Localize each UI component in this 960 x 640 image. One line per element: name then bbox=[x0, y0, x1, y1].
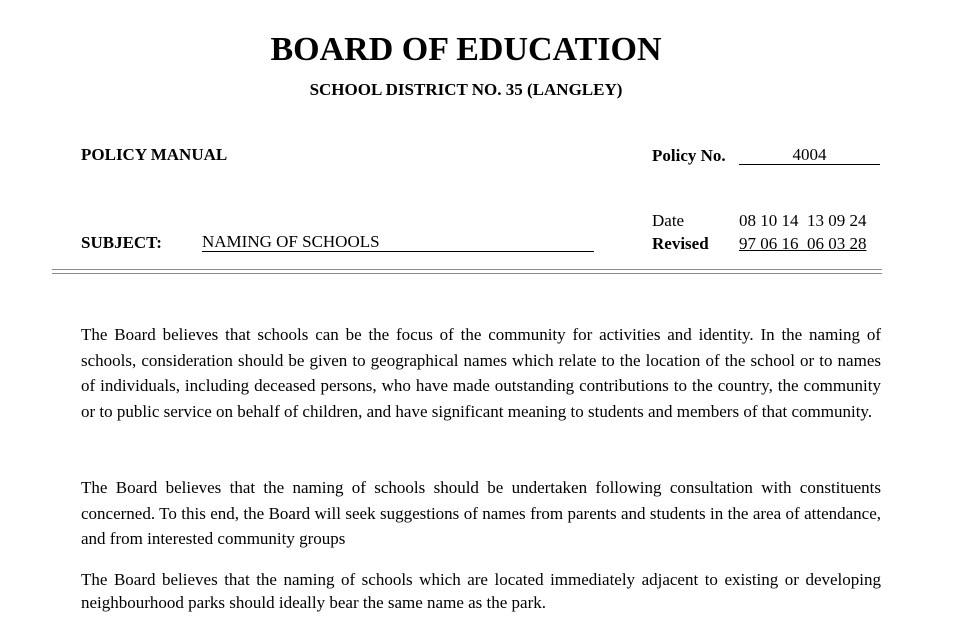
revised-label: Revised bbox=[652, 234, 709, 253]
header-divider bbox=[52, 269, 882, 274]
policy-paragraph-1: The Board believes that schools can be the focus of the community for activities and identity. In the naming of schools, consideration should be given to geographical names which relate to the location of the school or to names of individuals, including deceased persons, who have made outstanding contributions to the country, the community or to public service on behalf of children, and have significant meaning to students and members of that community. bbox=[81, 325, 881, 421]
document-subtitle: SCHOOL DISTRICT NO. 35 (LANGLEY) bbox=[309, 80, 623, 99]
policy-manual-label: POLICY MANUAL bbox=[81, 145, 228, 164]
subject-value: NAMING OF SCHOOLS bbox=[202, 232, 594, 252]
document-title: BOARD OF EDUCATION bbox=[270, 31, 662, 68]
policy-number-value: 4004 bbox=[739, 145, 880, 165]
policy-paragraph-2: The Board believes that the naming of schools should be undertaken following consultation with constituents concerned. To this end, the Board will seek suggestions of names from parents and students in the area of attendance, and from interested community groups bbox=[81, 478, 881, 548]
policy-paragraph-3: The Board believes that the naming of schools which are located immediately adjacent to existing or developing neighbourhood parks should ideally bear the same name as the park. bbox=[81, 570, 881, 612]
date-value: 08 10 14 13 09 24 bbox=[739, 211, 867, 230]
revised-value: 97 06 16 06 03 28 bbox=[739, 234, 867, 253]
policy-number-label: Policy No. bbox=[652, 146, 726, 165]
subject-label: SUBJECT: bbox=[81, 233, 162, 252]
date-label: Date bbox=[652, 211, 685, 230]
